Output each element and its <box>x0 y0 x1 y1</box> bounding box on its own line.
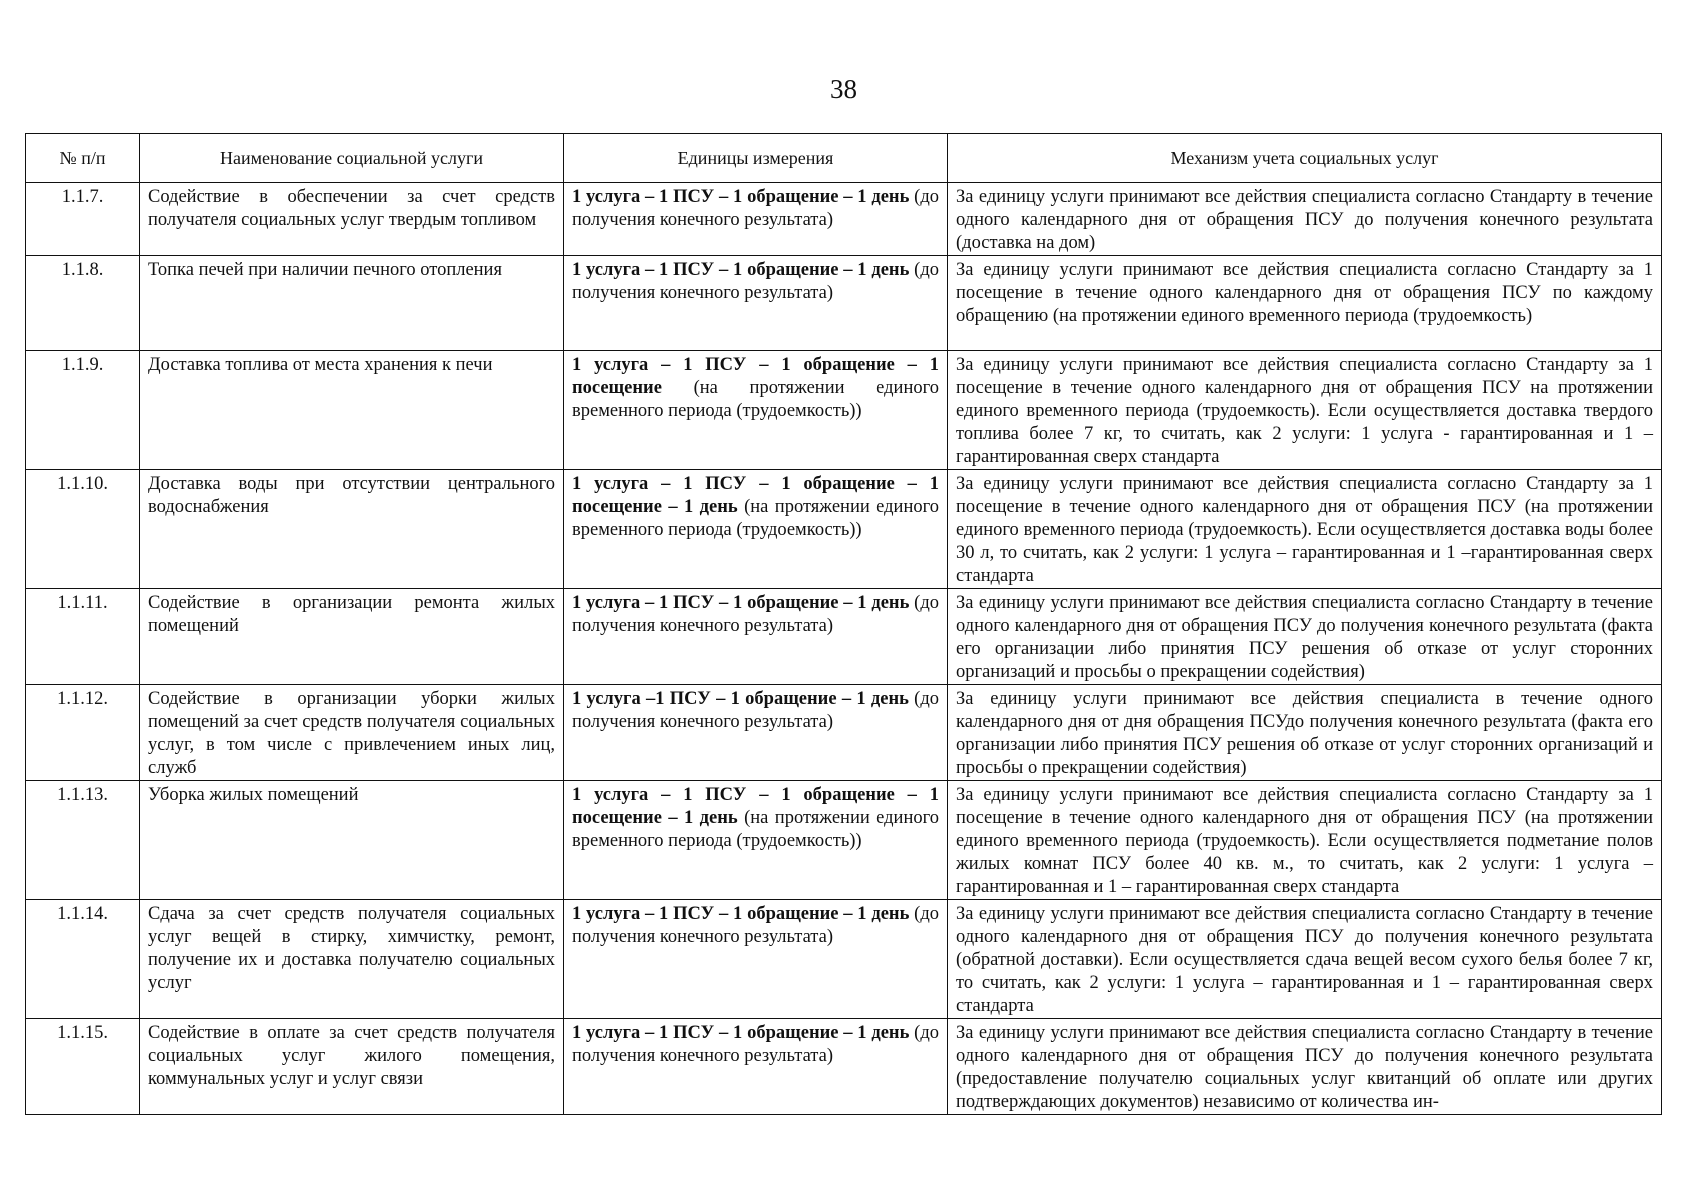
accounting-mechanism: За единицу услуги принимают все действия специалиста согласно Стандарту в течение одного календарного дня от обращения ПСУ до получения конечного результата (факта его организации либо принятия ПСУ решения об отказе от услуг сторонних организаций и просьбы о прекращении содействия) <box>948 589 1662 685</box>
table-row <box>26 470 1662 589</box>
service-name: Уборка жилых помещений <box>140 781 564 900</box>
unit-of-measure <box>564 781 948 900</box>
service-name: Доставка топлива от места хранения к печи <box>140 351 564 470</box>
row-number: 1.1.10. <box>26 470 140 589</box>
header-service-name: Наименование социальной услуги <box>140 134 564 183</box>
page-number: 38 <box>830 74 857 104</box>
table-row <box>26 589 1662 685</box>
unit-bold-part: 1 услуга – 1 ПСУ – 1 обращение – 1 посещение <box>572 355 939 398</box>
unit-bold-part: 1 услуга – 1 ПСУ – 1 обращение – 1 посещение – 1 день <box>572 474 939 517</box>
table-row <box>26 685 1662 781</box>
row-number: 1.1.8. <box>26 256 140 351</box>
accounting-mechanism: За единицу услуги принимают все действия специалиста согласно Стандарту за 1 посещение в течение одного календарного дня от обращения ПСУ (на протяжении единого временного периода (трудоемкость). Если осуществляется подметание полов жилых комнат ПСУ более 40 кв. м., то считать, как 2 услуги: 1 услуга – гарантированная и 1 – гарантированная сверх стандарта <box>948 781 1662 900</box>
unit-of-measure <box>564 685 948 781</box>
row-number: 1.1.14. <box>26 900 140 1019</box>
accounting-mechanism: За единицу услуги принимают все действия специалиста согласно Стандарту в течение одного календарного дня от обращения ПСУ до получения конечного результата (обратной доставки). Если осуществляется сдача вещей весом сухого белья более 7 кг, то считать, как 2 услуги: 1 услуга – гарантированная и 1 – гарантированная сверх стандарта <box>948 900 1662 1019</box>
unit-of-measure <box>564 589 948 685</box>
service-name: Доставка воды при отсутствии центрального водоснабжения <box>140 470 564 589</box>
unit-bold-part: 1 услуга – 1 ПСУ – 1 обращение – 1 посещение – 1 день <box>572 785 939 828</box>
unit-of-measure <box>564 351 948 470</box>
unit-rest-part: (до получения конечного результата) <box>572 689 939 732</box>
unit-rest-part: (на протяжении единого временного периода (трудоемкость)) <box>572 497 939 540</box>
unit-bold-part: 1 услуга – 1 ПСУ – 1 обращение – 1 день <box>572 1023 910 1043</box>
table-row <box>26 900 1662 1019</box>
accounting-mechanism: За единицу услуги принимают все действия специалиста согласно Стандарту в течение одного календарного дня от обращения ПСУ до получения конечного результата (доставка на дом) <box>948 183 1662 256</box>
accounting-mechanism: За единицу услуги принимают все действия специалиста согласно Стандарту за 1 посещение в течение одного календарного дня от обращения ПСУ (на протяжении единого временного периода (трудоемкость). Если осуществляется доставка воды более 30 л, то считать, как 2 услуги: 1 услуга – гарантированная и 1 –гарантированная сверх стандарта <box>948 470 1662 589</box>
row-number: 1.1.15. <box>26 1019 140 1115</box>
accounting-mechanism: За единицу услуги принимают все действия специалиста в течение одного календарного дня от дня обращения ПСУдо получения конечного результата (факта его организации либо принятия ПСУ решения об отказе от услуг сторонних организаций и просьбы о прекращении содействия) <box>948 685 1662 781</box>
unit-bold-part: 1 услуга – 1 ПСУ – 1 обращение – 1 день <box>572 593 910 613</box>
unit-of-measure <box>564 256 948 351</box>
unit-of-measure <box>564 1019 948 1115</box>
unit-rest-part: (до получения конечного результата) <box>572 593 939 636</box>
service-name: Содействие в оплате за счет средств получателя социальных услуг жилого помещения, коммунальных услуг и услуг связи <box>140 1019 564 1115</box>
unit-of-measure <box>564 900 948 1019</box>
unit-rest-part: (на протяжении единого временного периода (трудоемкость)) <box>572 378 939 421</box>
table-row <box>26 1019 1662 1115</box>
unit-rest-part: (до получения конечного результата) <box>572 904 939 947</box>
header-units: Единицы измерения <box>564 134 948 183</box>
row-number: 1.1.7. <box>26 183 140 256</box>
unit-bold-part: 1 услуга – 1 ПСУ – 1 обращение – 1 день <box>572 904 910 924</box>
services-table <box>25 133 1662 1115</box>
row-number: 1.1.12. <box>26 685 140 781</box>
service-name: Содействие в организации ремонта жилых помещений <box>140 589 564 685</box>
unit-of-measure <box>564 183 948 256</box>
unit-rest-part: (до получения конечного результата) <box>572 260 939 303</box>
unit-bold-part: 1 услуга – 1 ПСУ – 1 обращение – 1 день <box>572 187 910 207</box>
unit-rest-part: (до получения конечного результата) <box>572 1023 939 1066</box>
table-row <box>26 781 1662 900</box>
service-name: Топка печей при наличии печного отопления <box>140 256 564 351</box>
row-number: 1.1.9. <box>26 351 140 470</box>
unit-bold-part: 1 услуга – 1 ПСУ – 1 обращение – 1 день <box>572 260 910 280</box>
accounting-mechanism: За единицу услуги принимают все действия специалиста согласно Стандарту в течение одного календарного дня от обращения ПСУ до получения конечного результата (предоставление получателю социальных услуг квитанций об оплате или других подтверждающих документов) независимо от количества ин- <box>948 1019 1662 1115</box>
table-row <box>26 351 1662 470</box>
unit-bold-part: 1 услуга –1 ПСУ – 1 обращение – 1 день <box>572 689 909 709</box>
unit-rest-part: (на протяжении единого временного периода (трудоемкость)) <box>572 808 939 851</box>
table-row <box>26 183 1662 256</box>
table-header-row <box>26 134 1662 183</box>
accounting-mechanism: За единицу услуги принимают все действия специалиста согласно Стандарту за 1 посещение в течение одного календарного дня от обращения ПСУ по каждому обращению (на протяжении единого временного периода (трудоемкость) <box>948 256 1662 351</box>
service-name: Содействие в организации уборки жилых помещений за счет средств получателя социальных услуг, в том числе с привлечением иных лиц, служб <box>140 685 564 781</box>
service-name: Содействие в обеспечении за счет средств получателя социальных услуг твердым топливом <box>140 183 564 256</box>
accounting-mechanism: За единицу услуги принимают все действия специалиста согласно Стандарту за 1 посещение в течение одного календарного дня от обращения ПСУ на протяжении единого временного периода (трудоемкость). Если осуществляется доставка твердого топлива более 7 кг, то считать, как 2 услуги: 1 услуга - гарантированная и 1 –гарантированная сверх стандарта <box>948 351 1662 470</box>
row-number: 1.1.11. <box>26 589 140 685</box>
row-number: 1.1.13. <box>26 781 140 900</box>
unit-rest-part: (до получения конечного результата) <box>572 187 939 230</box>
service-name: Сдача за счет средств получателя социальных услуг вещей в стирку, химчистку, ремонт, получение их и доставка получателю социальных услуг <box>140 900 564 1019</box>
table-row <box>26 256 1662 351</box>
unit-of-measure <box>564 470 948 589</box>
header-mechanism: Механизм учета социальных услуг <box>948 134 1662 183</box>
header-number: № п/п <box>26 134 140 183</box>
